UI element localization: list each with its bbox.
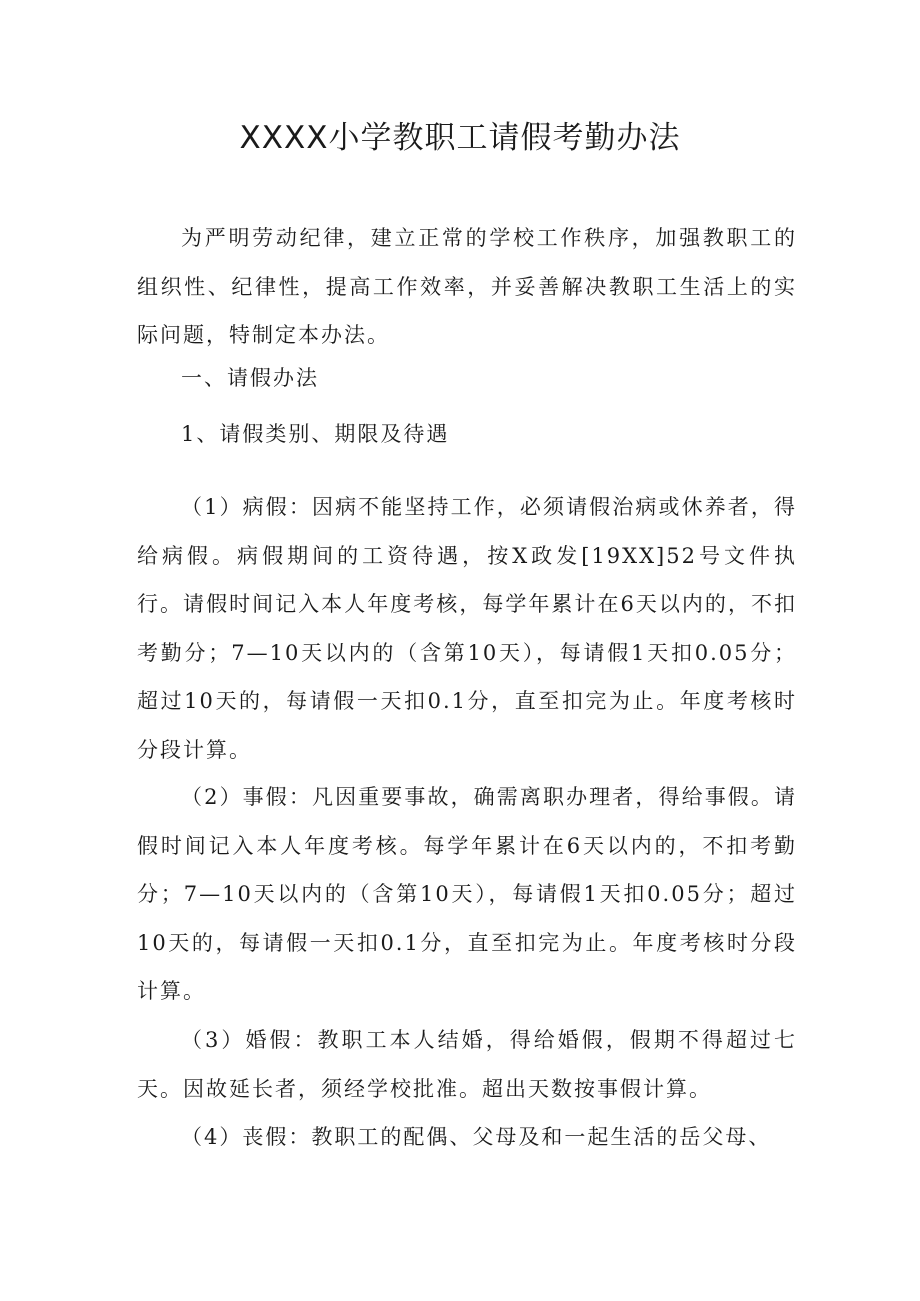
subsection-heading: 1、请假类别、期限及待遇 <box>181 422 450 446</box>
section-heading-block <box>137 354 797 403</box>
paragraph-marriage-leave: （3）婚假：教职工本人结婚，得给婚假，假期不得超过七天。因故延长者，须经学校批准。超出天数按事假计算。 <box>137 1028 797 1101</box>
subsection-heading-block <box>137 410 797 459</box>
document-title: XXXX小学教职工请假考勤办法 <box>239 120 681 156</box>
leave-item-bereavement <box>137 1113 797 1162</box>
paragraph-personal-leave: （2）事假：凡因重要事故，确需离职办理者，得给事假。请假时间记入本人年度考核。每学年累计在6天以内的，不扣考勤分；7—10天以内的（含第10天），每请假1天扣0.05分；超过10天的，每请假一天扣0.1分，直至扣完为止。年度考核时分段计算。 <box>137 785 797 1003</box>
paragraph-sick-leave: （1）病假：因病不能坚持工作，必须请假治病或休养者，得给病假。病假期间的工资待遇，按X政发[19XX]52号文件执行。请假时间记入本人年度考核，每学年累计在6天以内的，不扣考勤分；7—10天以内的（含第10天），每请假1天扣0.05分；超过10天的，每请假一天扣0.1分，直至扣完为止。年度考核时分段计算。 <box>137 495 797 762</box>
intro-paragraph: 为严明劳动纪律，建立正常的学校工作秩序，加强教职工的组织性、纪律性，提高工作效率，并妥善解决教职工生活上的实际问题，特制定本办法。 <box>137 226 797 347</box>
leave-item-sick <box>137 483 797 774</box>
leave-item-marriage <box>137 1016 797 1113</box>
leave-item-personal <box>137 773 797 1016</box>
section-heading: 一、请假办法 <box>181 366 319 390</box>
paragraph-bereavement-leave: （4）丧假：教职工的配偶、父母及和一起生活的岳父母、 <box>181 1125 772 1149</box>
intro-block <box>137 214 797 360</box>
